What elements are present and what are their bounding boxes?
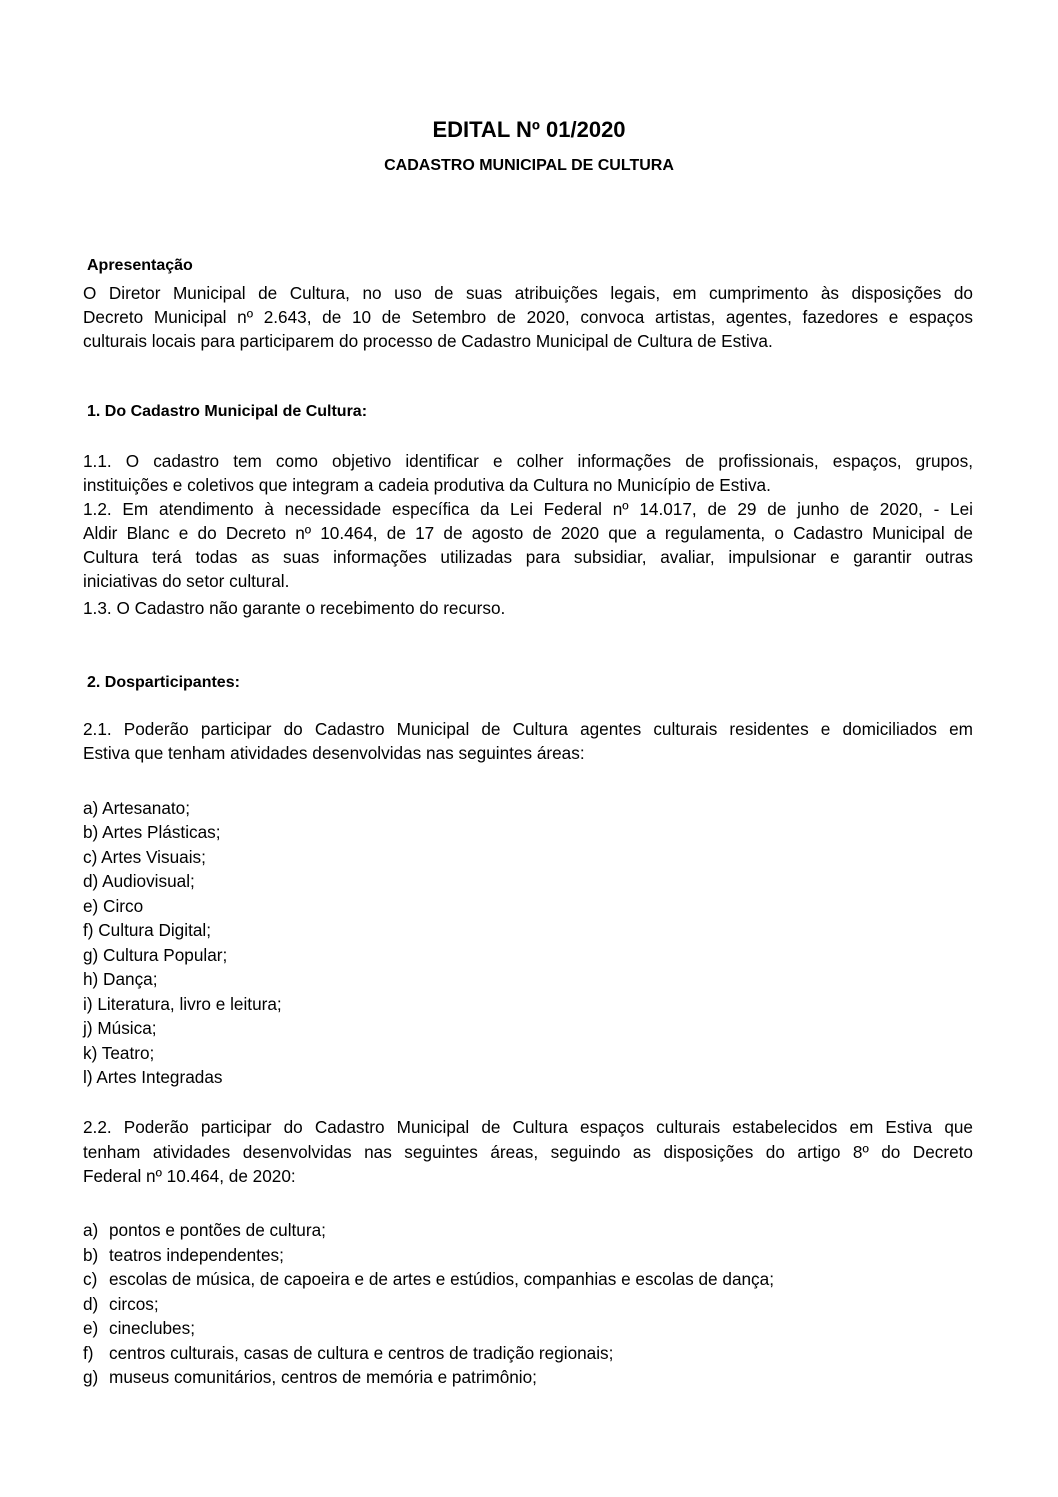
- item-1-2-line-4: iniciativas do setor cultural.: [83, 571, 290, 591]
- item-1-2-line-3: Cultura terá todas as suas informações utilizadas para subsidiar, avaliar, impulsionar e garantir outras: [83, 547, 973, 567]
- item-2-2-line-3: Federal nº 10.464, de 2020:: [83, 1166, 296, 1186]
- space-item-text: museus comunitários, centros de memória e patrimônio;: [109, 1367, 537, 1387]
- presentation-heading: Apresentação: [87, 257, 193, 274]
- area-item: a) Artesanato;: [83, 798, 191, 818]
- space-item-marker: g): [83, 1367, 99, 1387]
- space-item-text: circos;: [109, 1294, 159, 1314]
- document-title: EDITAL Nº 01/2020: [432, 117, 626, 142]
- space-item: [83, 1365, 537, 1389]
- space-item-text: centros culturais, casas de cultura e centros de tradição regionais;: [109, 1343, 614, 1363]
- space-item-text: cineclubes;: [109, 1318, 195, 1338]
- area-item: i) Literatura, livro e leitura;: [83, 994, 282, 1014]
- area-item: f) Cultura Digital;: [83, 920, 211, 940]
- item-1-2-line-2: Aldir Blanc e do Decreto nº 10.464, de 17 de agosto de 2020 que a regulamenta, o Cadastro Municipal de: [83, 523, 973, 543]
- space-item: [83, 1292, 159, 1316]
- space-item-text: pontos e pontões de cultura;: [109, 1220, 326, 1240]
- area-item: c) Artes Visuais;: [83, 847, 206, 867]
- presentation-line-1: O Diretor Municipal de Cultura, no uso de suas atribuições legais, em cumprimento às disposições do: [83, 283, 973, 303]
- space-item-text: escolas de música, de capoeira e de artes e estúdios, companhias e escolas de dança;: [109, 1269, 774, 1289]
- area-item: l) Artes Integradas: [83, 1067, 223, 1087]
- item-1-1-line-1: 1.1. O cadastro tem como objetivo identificar e colher informações de profissionais, espaços, grupos,: [83, 451, 973, 471]
- item-2-1-line-2: Estiva que tenham atividades desenvolvidas nas seguintes áreas:: [83, 743, 585, 763]
- item-1-3: 1.3. O Cadastro não garante o recebimento do recurso.: [83, 598, 506, 618]
- presentation-line-2: Decreto Municipal nº 2.643, de 10 de Setembro de 2020, convoca artistas, agentes, fazedores e espaços: [83, 307, 973, 327]
- space-item-text: teatros independentes;: [109, 1245, 284, 1265]
- space-item: [83, 1267, 774, 1291]
- section-2-heading: 2. Dosparticipantes:: [87, 674, 240, 691]
- space-item: [83, 1218, 326, 1242]
- item-2-2-line-2: tenham atividades desenvolvidas nas seguintes áreas, seguindo as disposições do artigo 8º do Decreto: [83, 1142, 973, 1162]
- item-1-1-line-2: instituições e coletivos que integram a cadeia produtiva da Cultura no Município de Estiva.: [83, 475, 771, 495]
- area-item: g) Cultura Popular;: [83, 945, 228, 965]
- section-1-heading: 1. Do Cadastro Municipal de Cultura:: [87, 403, 368, 420]
- item-2-2-line-1: 2.2. Poderão participar do Cadastro Municipal de Cultura espaços culturais estabelecidos em Estiva que: [83, 1117, 973, 1137]
- space-item-marker: b): [83, 1245, 99, 1265]
- item-1-2-line-1: 1.2. Em atendimento à necessidade específica da Lei Federal nº 14.017, de 29 de junho de 2020, - Lei: [83, 499, 973, 519]
- area-item: k) Teatro;: [83, 1043, 155, 1063]
- space-item-marker: f): [83, 1343, 94, 1363]
- space-item-marker: a): [83, 1220, 99, 1240]
- space-item-marker: d): [83, 1294, 99, 1314]
- area-item: b) Artes Plásticas;: [83, 822, 221, 842]
- area-item: d) Audiovisual;: [83, 871, 195, 891]
- space-item: [83, 1316, 195, 1340]
- space-item: [83, 1243, 284, 1267]
- area-item: h) Dança;: [83, 969, 158, 989]
- document-subtitle: CADASTRO MUNICIPAL DE CULTURA: [384, 157, 674, 174]
- item-2-1-line-1: 2.1. Poderão participar do Cadastro Municipal de Cultura agentes culturais residentes e domiciliados em: [83, 719, 973, 739]
- area-item: j) Música;: [83, 1018, 157, 1038]
- space-item: [83, 1341, 613, 1365]
- space-item-marker: c): [83, 1269, 98, 1289]
- space-item-marker: e): [83, 1318, 99, 1338]
- area-item: e) Circo: [83, 896, 144, 916]
- presentation-line-3: culturais locais para participarem do processo de Cadastro Municipal de Cultura de Estiva.: [83, 331, 773, 351]
